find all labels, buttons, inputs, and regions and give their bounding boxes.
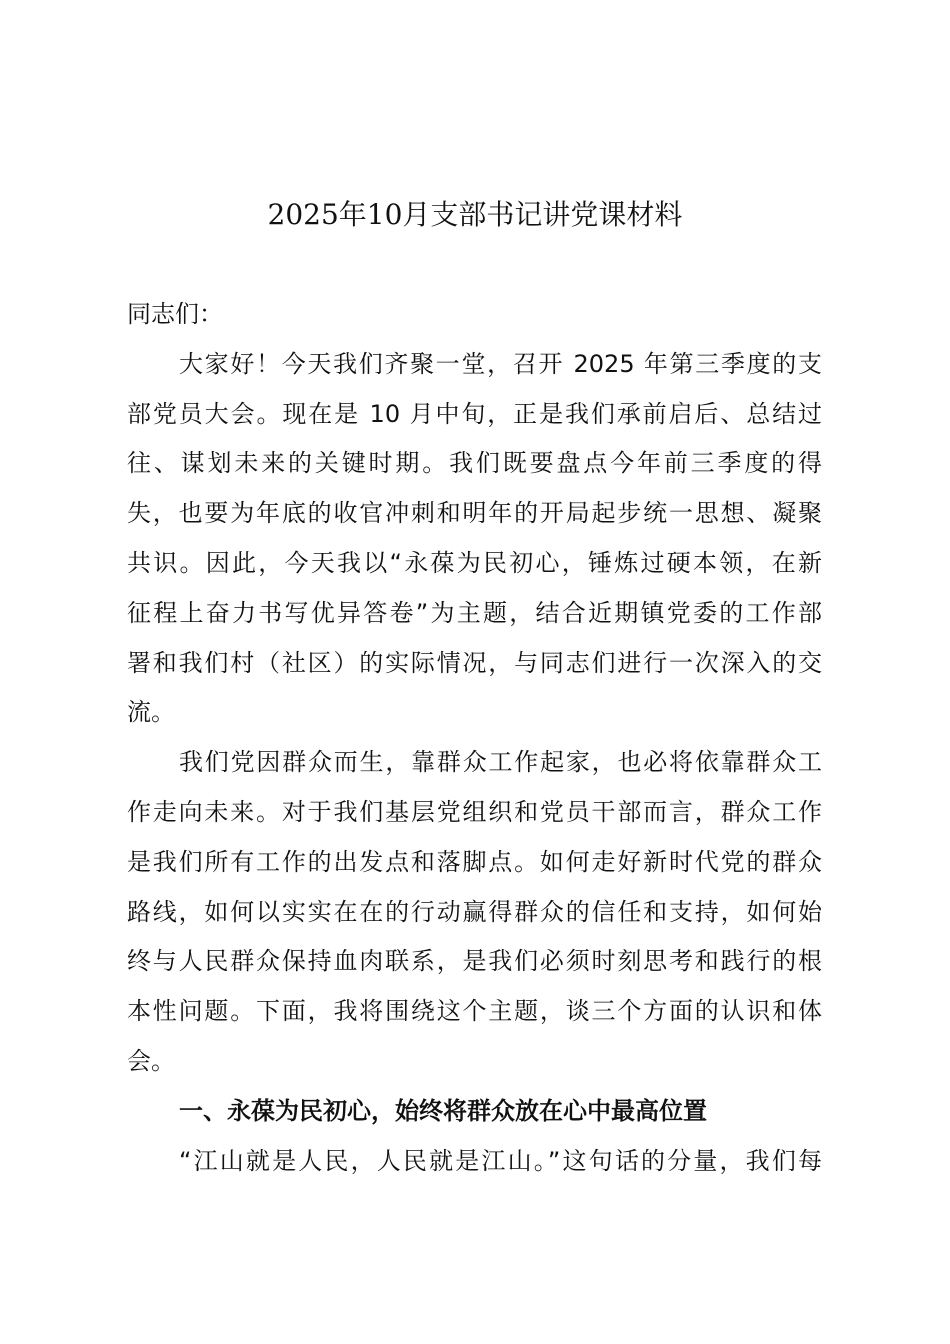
paragraph-line: 是我们所有工作的出发点和落脚点。如何走好新时代党的群众	[127, 847, 822, 876]
paragraph-line: 失，也要为年底的收官冲刺和明年的开局起步统一思想、凝聚	[127, 499, 822, 528]
paragraph-line: 大家好！今天我们齐聚一堂，召开 2025 年第三季度的支	[179, 349, 822, 378]
document-body	[127, 290, 822, 1186]
paragraph-line: 作走向未来。对于我们基层党组织和党员干部而言，群众工作	[127, 797, 822, 826]
document-title: 2025年10月支部书记讲党课材料	[267, 198, 683, 231]
paragraph-line: 本性问题。下面，我将围绕这个主题，谈三个方面的认识和体	[127, 997, 822, 1026]
paragraph-line: 共识。因此，今天我以“永葆为民初心，锤炼过硬本领，在新	[127, 548, 822, 577]
paragraph-line: 部党员大会。现在是 10 月中旬，正是我们承前启后、总结过	[127, 399, 822, 428]
paragraph-line: 往、谋划未来的关键时期。我们既要盘点今年前三季度的得	[127, 449, 822, 478]
section-heading-1: 一、永葆为民初心，始终将群众放在心中最高位置	[179, 1096, 707, 1125]
paragraph-line: 征程上奋力书写优异答卷”为主题，结合近期镇党委的工作部	[127, 598, 822, 627]
paragraph-line: 署和我们村（社区）的实际情况，与同志们进行一次深入的交	[127, 648, 822, 677]
paragraph-line: 流。	[127, 698, 175, 727]
paragraph-line: 我们党因群众而生，靠群众工作起家，也必将依靠群众工	[179, 748, 822, 777]
paragraph-line: 会。	[127, 1046, 175, 1075]
paragraph-line: 路线，如何以实实在在的行动赢得群众的信任和支持，如何始	[127, 897, 822, 926]
paragraph-1	[127, 340, 822, 738]
paragraph-3-line: “江山就是人民，人民就是江山。”这句话的分量，我们每	[179, 1146, 822, 1175]
paragraph-2	[127, 738, 822, 1087]
paragraph-line: 终与人民群众保持血肉联系，是我们必须时刻思考和践行的根	[127, 947, 822, 976]
salutation: 同志们：	[127, 300, 223, 328]
